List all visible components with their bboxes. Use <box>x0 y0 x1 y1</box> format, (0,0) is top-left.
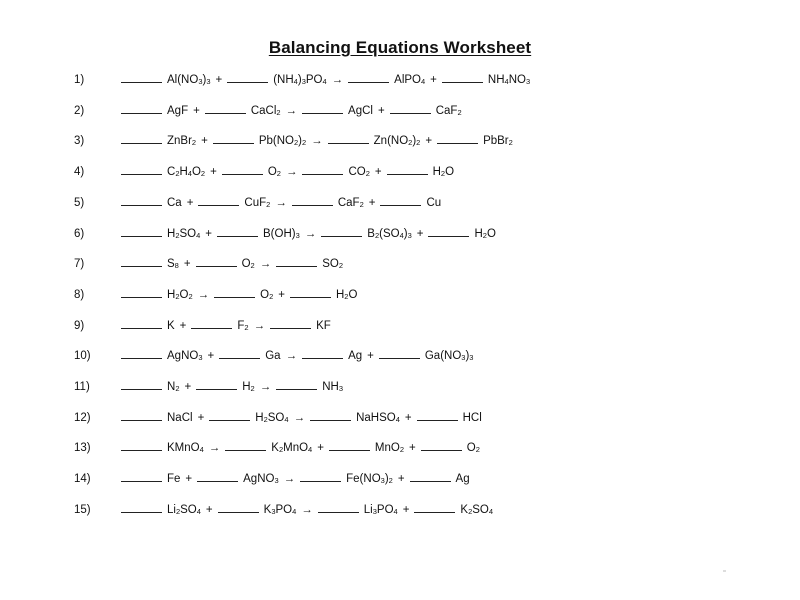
equation-term <box>121 440 204 454</box>
plus-sign: + <box>210 166 217 179</box>
coefficient-blank[interactable] <box>276 379 317 390</box>
coefficient-blank[interactable] <box>222 164 263 175</box>
plus-sign: + <box>402 503 410 516</box>
equation-term <box>121 379 179 393</box>
chemical-formula: AgNO$_3$ <box>243 473 279 486</box>
chemical-formula: Ag <box>348 350 363 363</box>
equation-number: 6) <box>74 227 85 240</box>
equation-number: 3) <box>74 135 85 148</box>
plus-sign: + <box>205 227 212 240</box>
coefficient-blank[interactable] <box>380 195 421 206</box>
chemical-formula: AgF <box>167 104 189 117</box>
coefficient-blank[interactable] <box>205 103 246 114</box>
equation-row <box>74 502 493 520</box>
reaction-arrow: → <box>259 381 272 393</box>
chemical-formula: AgNO$_3$ <box>167 350 203 363</box>
chemical-formula: $NH_3$ <box>322 381 343 393</box>
plus-sign: + <box>186 196 194 209</box>
coefficient-blank[interactable] <box>270 318 311 329</box>
equation-number: 15) <box>74 503 91 516</box>
chemical-formula: KF <box>316 319 331 332</box>
coefficient-blank[interactable] <box>417 410 458 421</box>
chemical-formula: $F_2$ <box>237 319 249 332</box>
chemical-formula: Cu <box>426 196 442 209</box>
chemical-formula: CuF$_2$ <box>244 196 271 209</box>
reaction-arrow: → <box>253 319 266 332</box>
equation-number: 12) <box>74 411 91 424</box>
equation-term <box>217 226 300 240</box>
coefficient-blank[interactable] <box>329 440 370 451</box>
reaction-arrow: → <box>285 104 298 117</box>
coefficient-blank[interactable] <box>290 287 331 298</box>
chemical-formula: CaF$_2$ <box>435 104 462 117</box>
chemical-formula: $Li_3PO_4$ <box>363 503 398 516</box>
coefficient-blank[interactable] <box>227 72 268 83</box>
equation-term <box>302 164 369 178</box>
reaction-arrow: → <box>197 288 210 301</box>
equation-row <box>74 72 530 90</box>
equation-term <box>219 348 280 362</box>
chemical-formula: $Li_2SO_4$ <box>167 503 201 516</box>
chemical-formula: $H_2O$ <box>335 288 358 301</box>
coefficient-blank[interactable] <box>121 440 162 451</box>
coefficient-blank[interactable] <box>121 195 162 206</box>
equation-term <box>380 195 441 209</box>
chemical-formula: $H_2SO_4$ <box>167 227 201 240</box>
reaction-arrow: → <box>293 411 306 424</box>
equation-number: 1) <box>74 74 85 86</box>
coefficient-blank[interactable] <box>421 440 462 451</box>
plus-sign: + <box>207 350 215 363</box>
equation-number: 7) <box>74 258 85 271</box>
coefficient-blank[interactable] <box>321 226 362 237</box>
equation-term <box>121 103 188 117</box>
equation-term <box>218 502 297 516</box>
equation-term <box>300 471 393 485</box>
coefficient-blank[interactable] <box>410 471 451 482</box>
chemical-formula: Ag <box>455 473 470 486</box>
chemical-formula: ZnBr$_2$ <box>167 135 197 148</box>
plus-sign: + <box>404 411 412 424</box>
coefficient-blank[interactable] <box>121 164 162 175</box>
equation-term <box>196 256 255 270</box>
coefficient-blank[interactable] <box>302 103 343 114</box>
coefficient-blank[interactable] <box>121 471 162 482</box>
reaction-arrow: → <box>331 74 344 86</box>
reaction-arrow: → <box>283 473 296 486</box>
chemical-formula: $O_2$ <box>466 442 480 455</box>
coefficient-blank[interactable] <box>121 72 162 83</box>
chemical-formula: $SO_2$ <box>322 258 343 271</box>
equation-term <box>290 287 357 301</box>
chemical-formula: AlPO$_4$ <box>394 74 426 86</box>
equation-term <box>197 471 279 485</box>
equation-term <box>321 226 411 240</box>
plus-sign: + <box>179 319 187 332</box>
coefficient-blank[interactable] <box>442 72 483 83</box>
equation-row <box>74 287 357 305</box>
chemical-formula: $K_2SO_4$ <box>460 503 494 516</box>
plus-sign: + <box>416 227 424 240</box>
equation-row <box>74 103 462 121</box>
coefficient-blank[interactable] <box>302 164 343 175</box>
equation-row <box>74 440 480 458</box>
plus-sign: + <box>185 473 193 486</box>
equation-row <box>74 379 343 397</box>
coefficient-blank[interactable] <box>196 379 237 390</box>
equation-term <box>417 410 482 424</box>
coefficient-blank[interactable] <box>428 226 469 237</box>
equation-term <box>121 287 193 301</box>
equation-term <box>121 410 193 424</box>
chemical-formula: $(NH_4)_3PO_4$ <box>273 74 327 86</box>
equation-term <box>225 440 312 454</box>
equation-number: 5) <box>74 196 85 209</box>
equation-term <box>214 287 273 301</box>
coefficient-blank[interactable] <box>219 348 260 359</box>
reaction-arrow: → <box>275 196 287 209</box>
chemical-formula: $S_8$ <box>167 258 179 271</box>
chemical-formula: NaHSO$_4$ <box>356 411 400 424</box>
chemical-formula: $Al(NO_3)_3$ <box>167 74 211 86</box>
equation-term <box>428 226 495 240</box>
equation-row <box>74 410 482 428</box>
equation-term <box>196 379 254 393</box>
coefficient-blank[interactable] <box>310 410 351 421</box>
plus-sign: + <box>205 503 213 516</box>
equation-row <box>74 195 441 213</box>
equation-term <box>121 226 200 240</box>
chemical-formula: KMnO$_4$ <box>167 442 204 455</box>
coefficient-blank[interactable] <box>414 502 455 513</box>
equation-term <box>205 103 281 117</box>
equation-term <box>276 256 343 270</box>
equation-row <box>74 133 513 151</box>
coefficient-blank[interactable] <box>348 72 389 83</box>
chemical-formula: $H_2$ <box>242 381 255 393</box>
coefficient-blank[interactable] <box>121 133 162 144</box>
chemical-formula: HCl <box>462 411 482 424</box>
coefficient-blank[interactable] <box>390 103 431 114</box>
reaction-arrow: → <box>259 258 272 271</box>
coefficient-blank[interactable] <box>213 133 254 144</box>
equation-term <box>121 164 205 178</box>
coefficient-blank[interactable] <box>196 256 237 267</box>
coefficient-blank[interactable] <box>121 318 162 329</box>
equation-term <box>276 379 343 393</box>
coefficient-blank[interactable] <box>198 195 239 206</box>
chemical-formula: $K_3PO_4$ <box>263 503 297 516</box>
coefficient-blank[interactable] <box>121 379 162 390</box>
equation-term <box>222 164 281 178</box>
plus-sign: + <box>374 166 382 179</box>
equation-term <box>191 318 248 332</box>
coefficient-blank[interactable] <box>197 471 238 482</box>
chemical-formula: CaF$_2$ <box>337 196 364 209</box>
equation-term <box>227 72 326 86</box>
plus-sign: + <box>377 104 385 117</box>
chemical-formula: $NH_4NO_3$ <box>487 74 531 86</box>
coefficient-blank[interactable] <box>276 256 317 267</box>
chemical-formula: $O_2$ <box>260 288 274 301</box>
chemical-formula: $N_2$ <box>167 381 180 393</box>
plus-sign: + <box>430 74 437 86</box>
chemical-formula: $Ga(NO_3)_3$ <box>424 350 474 363</box>
coefficient-blank[interactable] <box>121 287 162 298</box>
equation-term <box>328 133 421 147</box>
equation-row <box>74 256 343 274</box>
equation-term <box>121 72 211 86</box>
equation-term <box>121 256 179 270</box>
equation-term <box>270 318 331 332</box>
chemical-formula: MnO$_2$ <box>374 442 405 455</box>
chemical-formula: $O_2$ <box>241 258 255 271</box>
plus-sign: + <box>425 135 433 148</box>
equation-term <box>198 195 270 209</box>
equation-term <box>421 440 480 454</box>
plus-sign: + <box>278 288 285 301</box>
chemical-formula: $Pb(NO_2)_2$ <box>258 135 307 148</box>
equation-number: 2) <box>74 104 85 117</box>
coefficient-blank[interactable] <box>121 226 162 237</box>
chemical-formula: $H_2SO_4$ <box>255 411 289 424</box>
coefficient-blank[interactable] <box>437 133 478 144</box>
coefficient-blank[interactable] <box>121 256 162 267</box>
coefficient-blank[interactable] <box>379 348 420 359</box>
reaction-arrow: → <box>285 166 298 179</box>
equation-term <box>387 164 454 178</box>
coefficient-blank[interactable] <box>292 195 333 206</box>
equation-term <box>121 195 182 209</box>
chemical-formula: $H_2O$ <box>474 227 496 240</box>
equation-term <box>302 348 362 362</box>
equation-term <box>121 318 175 332</box>
equation-term <box>410 471 470 485</box>
coefficient-blank[interactable] <box>318 502 359 513</box>
equation-number: 4) <box>74 166 85 179</box>
coefficient-blank[interactable] <box>214 287 255 298</box>
coefficient-blank[interactable] <box>218 502 259 513</box>
plus-sign: + <box>368 196 376 209</box>
coefficient-blank[interactable] <box>302 348 343 359</box>
page-mark <box>723 570 726 572</box>
equation-number: 14) <box>74 473 91 486</box>
chemical-formula: $B(OH)_3$ <box>263 227 300 240</box>
equation-term <box>213 133 306 147</box>
coefficient-blank[interactable] <box>121 348 162 359</box>
equation-row <box>74 164 454 182</box>
chemical-formula: $K_2MnO_4$ <box>271 442 313 455</box>
equation-term <box>121 133 196 147</box>
plus-sign: + <box>183 258 191 271</box>
coefficient-blank[interactable] <box>387 164 428 175</box>
coefficient-blank[interactable] <box>209 410 250 421</box>
coefficient-blank[interactable] <box>300 471 341 482</box>
equation-term <box>121 471 180 485</box>
chemical-formula: Ca <box>167 196 182 209</box>
equation-term <box>310 410 400 424</box>
chemical-formula: Fe <box>167 473 181 486</box>
equation-term <box>209 410 288 424</box>
chemical-formula: NaCl <box>167 411 193 424</box>
chemical-formula: AgCl <box>348 104 373 117</box>
chemical-formula: CaCl$_2$ <box>250 104 281 117</box>
coefficient-blank[interactable] <box>121 103 162 114</box>
plus-sign: + <box>201 135 208 148</box>
chemical-formula: $B_2(SO_4)_3$ <box>367 227 412 240</box>
coefficient-blank[interactable] <box>121 410 162 421</box>
chemical-formula: PbBr$_2$ <box>483 135 513 148</box>
equation-term <box>390 103 462 117</box>
chemical-formula: $CO_2$ <box>348 166 370 179</box>
chemical-formula: K <box>167 319 175 332</box>
reaction-arrow: → <box>311 135 323 148</box>
equation-number: 9) <box>74 319 85 332</box>
equation-term <box>414 502 493 516</box>
equation-term <box>292 195 364 209</box>
reaction-arrow: → <box>304 227 317 240</box>
equation-row <box>74 226 496 244</box>
equation-term <box>442 72 530 86</box>
equation-row <box>74 471 470 489</box>
equation-term <box>379 348 474 362</box>
coefficient-blank[interactable] <box>191 318 232 329</box>
plus-sign: + <box>397 473 405 486</box>
equation-term <box>348 72 425 86</box>
equation-term <box>121 502 201 516</box>
equation-number: 13) <box>74 442 91 455</box>
plus-sign: + <box>409 442 416 455</box>
coefficient-blank[interactable] <box>328 133 369 144</box>
worksheet-title: Balancing Equations Worksheet <box>268 38 532 57</box>
equation-term <box>329 440 404 454</box>
equation-number: 11) <box>74 381 90 393</box>
coefficient-blank[interactable] <box>225 440 266 451</box>
coefficient-blank[interactable] <box>121 502 162 513</box>
equation-number: 10) <box>74 350 91 363</box>
reaction-arrow: → <box>285 350 298 363</box>
chemical-formula: $O_2$ <box>267 166 281 179</box>
chemical-formula: $H_2O$ <box>432 166 455 179</box>
plus-sign: + <box>193 104 200 117</box>
equation-term <box>437 133 513 147</box>
plus-sign: + <box>367 350 374 363</box>
coefficient-blank[interactable] <box>217 226 258 237</box>
equation-term <box>318 502 398 516</box>
chemical-formula: Ga <box>265 350 281 363</box>
equation-row <box>74 318 331 336</box>
equation-term <box>302 103 373 117</box>
plus-sign: + <box>317 442 324 455</box>
chemical-formula: $Zn(NO_2)_2$ <box>373 135 421 148</box>
equation-number: 8) <box>74 288 85 301</box>
chemical-formula: $C_2H_4O_2$ <box>167 166 206 179</box>
chemical-formula: $Fe(NO_3)_2$ <box>346 473 393 486</box>
reaction-arrow: → <box>208 442 221 455</box>
plus-sign: + <box>184 381 192 393</box>
plus-sign: + <box>215 74 223 86</box>
reaction-arrow: → <box>301 503 313 516</box>
plus-sign: + <box>197 411 205 424</box>
chemical-formula: $H_2O_2$ <box>167 288 193 301</box>
equation-row <box>74 348 473 366</box>
equation-term <box>121 348 203 362</box>
